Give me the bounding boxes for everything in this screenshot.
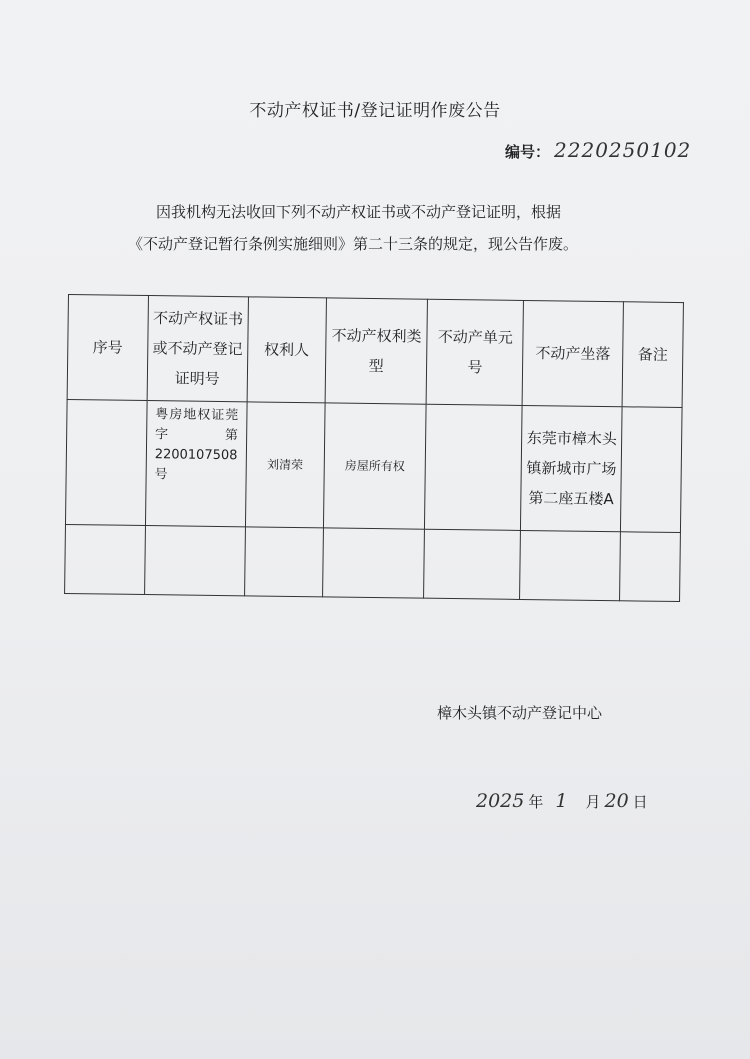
table-cell [144, 526, 245, 596]
owner-cell: 刘清荣 [245, 402, 324, 528]
paragraph-line-2: 《不动产登记暂行条例实施细则》第二十三条的规定，现公告作废。 [128, 235, 579, 253]
date-day: 20 [604, 790, 629, 812]
right-type-cell: 房屋所有权 [323, 403, 426, 529]
certificate-number-cell: 粤房地权证莞字第2200107508号 [145, 401, 247, 527]
location-cell: 东莞市樟木头镇新城市广场第二座五楼A [521, 405, 622, 531]
notice-table [64, 294, 684, 602]
table-cell [244, 527, 323, 597]
date-day-unit: 日 [632, 793, 648, 811]
table-cell [424, 529, 521, 599]
issuing-organization: 樟木头镇不动产登记中心 [437, 704, 603, 722]
date-month-unit: 月 [585, 793, 601, 811]
table-row [65, 399, 682, 532]
header-cell: 不动产坐落 [522, 300, 623, 406]
date-year-unit: 年 [528, 793, 544, 811]
table-cell [520, 530, 621, 600]
table-cell [425, 404, 522, 530]
date-year: 2025 [476, 790, 525, 812]
table-cell [65, 399, 146, 525]
header-cell: 不动产单元号 [427, 299, 524, 405]
table-cell [620, 407, 682, 533]
header-cell: 备注 [622, 302, 683, 408]
table-row [65, 524, 681, 601]
header-cell: 不动产权利类型 [325, 298, 428, 404]
table-header-row [67, 295, 683, 408]
table-cell [322, 528, 425, 598]
table-cell [65, 524, 146, 594]
paragraph-line-1: 因我机构无法收回下列不动产权证书或不动产登记证明，根据 [156, 203, 562, 221]
date-month: 1 [555, 790, 568, 812]
document-title: 不动产权证书/登记证明作废公告 [249, 101, 501, 121]
serial-value: 2220250102 [554, 138, 692, 162]
header-cell: 权利人 [247, 297, 326, 403]
header-cell: 序号 [67, 295, 148, 401]
issue-date [476, 790, 652, 812]
serial-label: 编号： [505, 143, 551, 161]
header-cell: 不动产权证书或不动产登记证明号 [147, 296, 248, 402]
serial-number [505, 138, 691, 162]
notice-paragraph [128, 196, 648, 260]
table-cell [620, 532, 681, 602]
